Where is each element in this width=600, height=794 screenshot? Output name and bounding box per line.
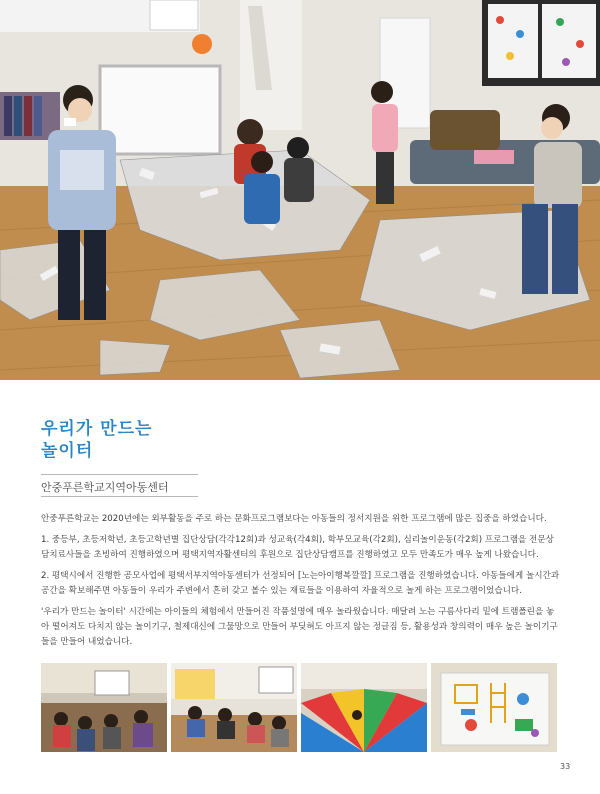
photo-classroom-presentation [41,663,167,752]
hero-photo-illustration [0,0,600,380]
body-text [41,512,561,656]
divider-bottom [41,496,198,497]
photo-children-seated-on-floor [171,663,297,752]
section-title-line2: 놀이터 [41,441,94,461]
paragraph-item-2: 2. 평택시에서 진행한 공모사업에 평택서부지역아동센터가 선정되어 [노는아이행복깔깔] 프로그램을 진행하였습니다. 아동들에게 놀시간과 공간을 확보해주면 아동들이 우리가 주변에서 흔히 갖고 볼수 있는 재료들을 이용하여 자율적으로 놀게 하는 프로그램이었습니다. [41,571,560,596]
photo-strip [41,663,559,753]
page-number: 33 [560,762,571,771]
organization-name: 안중푸른학교지역아동센터 [41,481,169,494]
divider-top [41,474,198,475]
paragraph-closing: '우리가 만드는 놀이터' 시간에는 아이들의 체험에서 만들어진 작품설명에 매우 놀라웠습니다. 매달려 노는 구름사다리 밑에 트램폴린을 놓아 떨어져도 다치지 않는 놀이기구, 철제대신에 그물망으로 만들어 부딪혀도 아프지 않는 정글짐 등, 활용성과 창의력이 매우 높은 놀이기구들을 만들어 내었습니다. [41,607,558,647]
paragraph-intro: 안중푸른학교는 2020년에는 외부활동을 주로 하는 문화프로그램보다는 아동들의 정서지원을 위한 프로그램에 많은 집중을 하였습니다. [41,514,547,524]
hero-photo [0,0,600,380]
section-title-line1: 우리가 만드는 [41,419,153,439]
photo-parachute-play [301,663,427,752]
photo-handmade-playground-model [431,663,557,752]
section-title [41,418,152,462]
paragraph-item-1: 1. 중등부, 초등저학년, 초등고학년별 집단상담(각각12회)과 성교육(각4회), 학부모교육(각2회), 심리놀이운동(각2회) 프로그램을 전문상담치료사들을 초빙하여 진행하였으며 평택지역자활센터의 후원으로 집단상담캠프를 진행하였고 모두 만족도가 매우 높게 나왔습니다. [41,535,554,560]
